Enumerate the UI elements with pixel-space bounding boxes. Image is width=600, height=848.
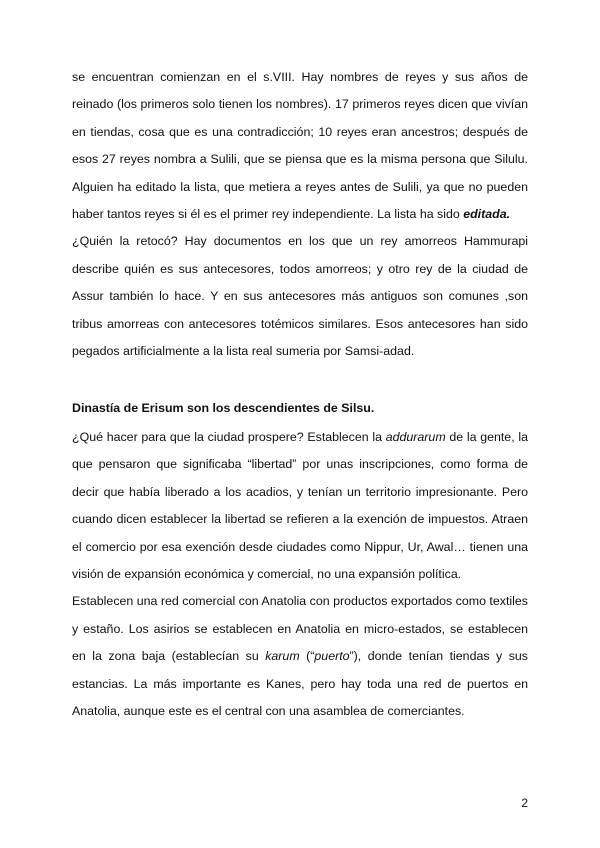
section-1 xyxy=(72,64,528,365)
emphasis-editada: editada. xyxy=(463,207,511,222)
term-puerto: puerto xyxy=(314,649,350,664)
paragraph-text: de la gente, la que pensaron que significaba “libertad” por unas inscripciones, como forma de decir que había liberado a los acadios, y tenían un territorio impresionante. Pero cuando dicen establecer la libertad se refieren a la exención de impuestos. Atraen el comercio por esa exención desde ciudades como Nippur, Ur, Awal… tienen una visión de expansión económica y comercial, no una expansión política. xyxy=(72,430,528,582)
paragraph-text: ”), donde tenían tiendas y sus estancias. La más importante es Kanes, pero hay toda una red de puertos en Anatolia, aunque este es el central con una asamblea de comerciantes. xyxy=(72,649,528,719)
paragraph-lista-real xyxy=(72,64,528,228)
term-karum: karum xyxy=(265,649,300,664)
paragraph-quien-la-retoco: ¿Quién la retocó? Hay documentos en los que un rey amorreos Hammurapi describe quién es sus antecesores, todos amorreos; y otro rey de la ciudad de Assur también lo hace. Y en sus antecesores más antiguos son comunes ,son tribus amorreas con antecesores totémicos similares. Esos antecesores han sido pegados artificialmente a la lista real sumeria por Samsi-adad. xyxy=(72,234,528,359)
page-number: 2 xyxy=(521,796,528,810)
paragraph-text: ¿Qué hacer para que la ciudad prospere? Establecen la xyxy=(72,430,386,444)
section-2 xyxy=(72,424,528,725)
term-addurarum: addurarum xyxy=(385,430,446,444)
paragraph-text: Establecen una red comercial con Anatolia con productos exportados como textiles y estaño. Los asirios se establecen en Anatolia en micro-estados, se establecen en la zona baja (establecían su xyxy=(72,594,528,664)
section-heading: Dinastía de Erisum son los descendientes de Silsu. xyxy=(72,401,375,415)
paragraph-anatolia xyxy=(72,588,528,725)
paragraph-text: (“ xyxy=(299,649,315,664)
paragraph-addurarum xyxy=(72,424,528,588)
paragraph-text: se encuentran comienzan en el s.VIII. Hay nombres de reyes y sus años de reinado (los primeros solo tienen los nombres). 17 primeros reyes dicen que vivían en tiendas, cosa que es una contradicción; 10 reyes eran ancestros; después de esos 27 reyes nombra a Sulili, que se piensa que es la misma persona que Silulu. Alguien ha editado la lista, que metiera a reyes antes de Sulili, ya que no pueden haber tantos reyes si él es el primer rey independiente. La lista ha sido xyxy=(72,70,528,222)
